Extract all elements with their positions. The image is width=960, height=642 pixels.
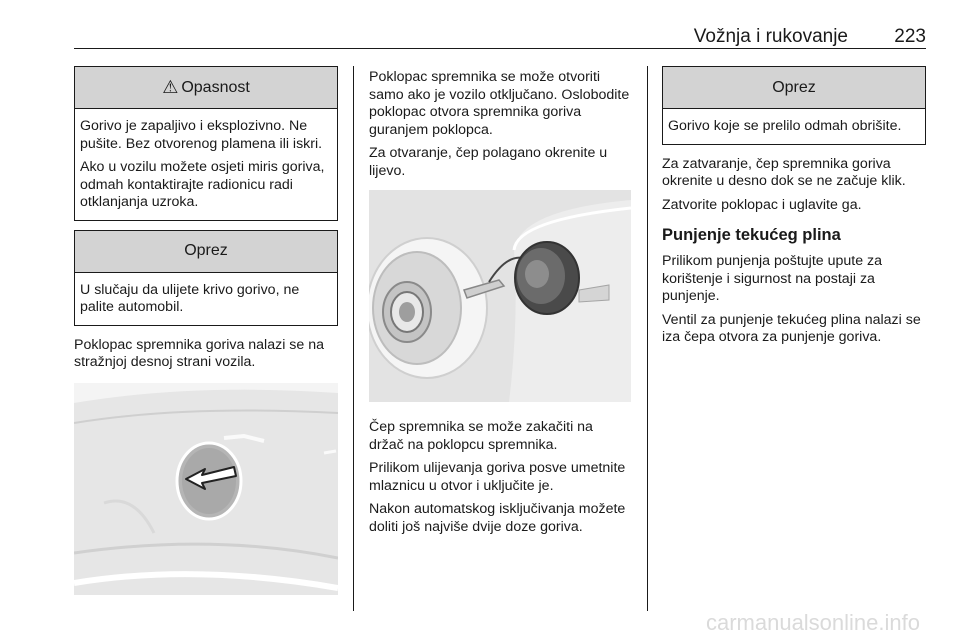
column-divider (353, 66, 354, 611)
refuel-text: Prilikom ulijevanja goriva posve umetnite mlaznicu u otvor i uključite je. (369, 460, 626, 494)
caution-box-heading: Oprez (184, 242, 228, 259)
caution-text: U slučaju da ulijete krivo gorivo, ne palite automobil. (80, 281, 300, 315)
lpg-instructions-text: Prilikom punjenja poštujte upute za korištenje i sigurnost na postaji za punjenje. (662, 253, 883, 304)
page-header (74, 22, 926, 48)
caution-text: Gorivo koje se prelilo odmah obrišite. (668, 118, 902, 134)
watermark: carmanualsonline.info (705, 610, 920, 635)
fuel-cap-figure (369, 190, 631, 402)
danger-box-header (75, 67, 337, 109)
column-1 (74, 66, 338, 595)
danger-box-heading: Opasnost (181, 78, 250, 96)
column-3 (662, 66, 926, 353)
danger-text: Gorivo je zapaljivo i eksplozivno. Ne pušite. Bez otvorenog plamena ili iskri. (80, 118, 323, 152)
chapter-title: Vožnja i rukovanje (693, 26, 848, 47)
danger-text: Ako u vozilu možete osjeti miris goriva, odmah kontaktirajte radionicu radi otklanjanja uzroka. (80, 159, 325, 210)
warning-triangle-icon: ⚠ (162, 77, 179, 97)
open-cap-text: Za otvaranje, čep polagano okrenite u lijevo. (369, 145, 608, 179)
caution-box-heading: Oprez (772, 78, 816, 96)
header-rule (74, 48, 926, 49)
fuel-cap-illustration (369, 190, 631, 402)
fuel-flap-location-text: Poklopac spremnika goriva nalazi se na stražnjoj desnoj strani vozila. (74, 336, 324, 370)
fuel-flap-arrow-illustration (74, 383, 338, 595)
caution-box-header (75, 231, 337, 273)
auto-shutoff-text: Nakon automatskog isključivanja možete doliti još najviše dvije doze goriva. (369, 501, 626, 535)
cap-holder-text: Čep spremnika se može zakačiti na držač na poklopcu spremnika. (369, 419, 593, 453)
lpg-valve-text: Ventil za punjenje tekućeg plina nalazi se iza čepa otvora za punjenje goriva. (662, 311, 921, 345)
caution-box-body (75, 273, 337, 325)
danger-box-body (75, 109, 337, 220)
column-2 (369, 66, 631, 542)
page-number: 223 (894, 26, 926, 47)
fuel-flap-figure (74, 383, 338, 595)
column-divider (647, 66, 648, 611)
lpg-subheading: Punjenje tekućeg plina (662, 226, 841, 244)
caution-box (74, 230, 338, 326)
caution-box-header (663, 67, 925, 109)
open-flap-text: Poklopac spremnika se može otvoriti samo ako je vozilo otključano. Oslobodite poklopac otvora spremnika goriva guranjem poklopca. (369, 69, 630, 138)
caution-box-body (663, 109, 925, 144)
caution-box (662, 66, 926, 145)
danger-box (74, 66, 338, 221)
close-cap-text: Za zatvaranje, čep spremnika goriva okrenite u desno dok se ne začuje klik. (662, 155, 906, 189)
close-flap-text: Zatvorite poklopac i uglavite ga. (662, 196, 862, 213)
